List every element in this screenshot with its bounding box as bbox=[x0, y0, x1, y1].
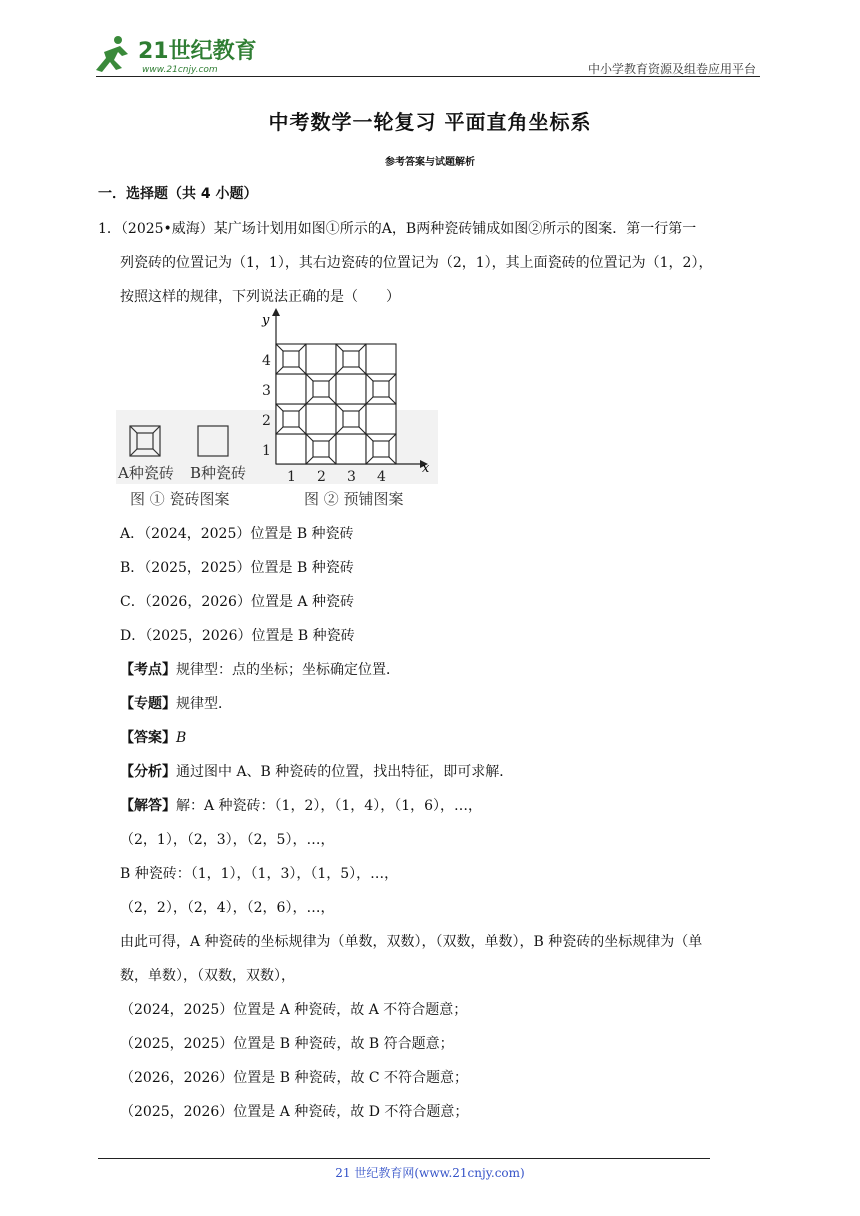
fenxi-text: 通过图中 A、B 种瓷砖的位置，找出特征，即可求解． bbox=[176, 764, 514, 780]
option-c: C．（2026，2026）位置是 A 种瓷砖 bbox=[120, 594, 354, 610]
fenxi-row bbox=[120, 761, 513, 781]
tile-b bbox=[306, 404, 336, 434]
option-d: D．（2025，2026）位置是 B 种瓷砖 bbox=[120, 628, 355, 644]
tile-b bbox=[276, 374, 306, 404]
tile-b bbox=[336, 374, 366, 404]
header-divider bbox=[96, 76, 760, 77]
question-line-1: 1．（2025•威海）某广场计划用如图①所示的A，B两种瓷砖铺成如图②所示的图案．第一行第一 bbox=[98, 221, 697, 237]
x-tick-label: 3 bbox=[347, 469, 356, 485]
x-axis-label: x bbox=[422, 461, 430, 476]
answer-row bbox=[120, 727, 186, 747]
tile-a bbox=[336, 404, 366, 434]
site-logo bbox=[92, 32, 264, 80]
kaodian-text: 规律型：点的坐标；坐标确定位置． bbox=[176, 662, 400, 678]
x-tick-label: 2 bbox=[317, 469, 326, 485]
tile-a bbox=[276, 404, 306, 434]
answer-text: B bbox=[176, 730, 187, 746]
tile-grid bbox=[276, 344, 396, 464]
logo-text: 21世纪教育 bbox=[138, 39, 257, 64]
tile-b bbox=[306, 344, 336, 374]
logo-url-text: www.21cnjy.com bbox=[142, 65, 218, 75]
tile-b-label: B种瓷砖 bbox=[190, 464, 247, 482]
tile-b bbox=[276, 434, 306, 464]
runner-logo-icon bbox=[96, 36, 128, 72]
x-tick-label: 1 bbox=[287, 469, 296, 485]
solution-line: （2，2），（2，4），（2，6），…， bbox=[120, 900, 335, 916]
figure1-caption: 图 ① 瓷砖图案 bbox=[130, 490, 230, 508]
solution-line: （2024，2025）位置是 A 种瓷砖，故 A 不符合题意； bbox=[120, 1002, 468, 1018]
option-b: B．（2025，2025）位置是 B 种瓷砖 bbox=[120, 560, 354, 576]
tile-b bbox=[336, 434, 366, 464]
figure2-caption: 图 ② 预铺图案 bbox=[304, 490, 404, 508]
tile-a bbox=[366, 434, 396, 464]
jieda-tag: 【解答】 bbox=[120, 798, 176, 814]
solution-line: 由此可得，A 种瓷砖的坐标规律为（单数，双数），（双数，单数），B 种瓷砖的坐标规律为（单 bbox=[120, 934, 703, 950]
solution-line: （2025，2025）位置是 B 种瓷砖，故 B 符合题意； bbox=[120, 1036, 454, 1052]
y-tick-label: 2 bbox=[262, 413, 271, 429]
y-tick-label: 4 bbox=[262, 353, 271, 369]
footer-text: 21 世纪教育网(www.21cnjy.com) bbox=[335, 1166, 525, 1180]
question-line-3: 按照这样的规律，下列说法正确的是（ ） bbox=[120, 289, 400, 305]
zhuanti-row bbox=[120, 693, 232, 713]
y-tick-label: 1 bbox=[262, 443, 271, 459]
jieda-row bbox=[120, 795, 482, 815]
page-title: 中考数学一轮复习 平面直角坐标系 bbox=[268, 110, 592, 134]
solution-line: （2026，2026）位置是 B 种瓷砖，故 C 不符合题意； bbox=[120, 1070, 469, 1086]
zhuanti-text: 规律型． bbox=[176, 696, 232, 712]
tile-b bbox=[366, 404, 396, 434]
y-axis-label: y bbox=[262, 313, 270, 328]
solution-line: （2025，2026）位置是 A 种瓷砖，故 D 不符合题意； bbox=[120, 1104, 469, 1120]
solution-line: 数，单数），（双数，双数）， bbox=[120, 968, 295, 984]
kaodian-row bbox=[120, 659, 400, 679]
answer-tag: 【答案】 bbox=[120, 730, 176, 746]
zhuanti-tag: 【专题】 bbox=[120, 696, 176, 712]
section-heading: 一．选择题（共 4 小题） bbox=[98, 186, 258, 202]
tile-a bbox=[306, 434, 336, 464]
x-tick-label: 4 bbox=[377, 469, 386, 485]
kaodian-tag: 【考点】 bbox=[120, 662, 176, 678]
header-platform-text: 中小学教育资源及组卷应用平台 bbox=[587, 62, 756, 76]
tile-a-label: A种瓷砖 bbox=[118, 464, 174, 482]
tile-a bbox=[366, 374, 396, 404]
option-a: A．（2024，2025）位置是 B 种瓷砖 bbox=[120, 526, 354, 542]
footer-divider bbox=[98, 1158, 710, 1159]
tile-b bbox=[366, 344, 396, 374]
jieda-text: 解：A 种瓷砖：（1，2），（1，4），（1，6），…， bbox=[176, 798, 483, 814]
tile-a bbox=[276, 344, 306, 374]
page-subtitle: 参考答案与试题解析 bbox=[385, 157, 475, 168]
tile-a bbox=[306, 374, 336, 404]
y-tick-labels bbox=[262, 353, 271, 459]
question-line-2: 列瓷砖的位置记为（1，1），其右边瓷砖的位置记为（2，1），其上面瓷砖的位置记为（1，2）， bbox=[120, 255, 713, 271]
y-tick-label: 3 bbox=[262, 383, 271, 399]
fenxi-tag: 【分析】 bbox=[120, 764, 176, 780]
solution-line: B 种瓷砖：（1，1），（1，3），（1，5），…， bbox=[120, 866, 399, 882]
tile-a bbox=[336, 344, 366, 374]
tile-figure bbox=[112, 306, 442, 518]
solution-line: （2，1），（2，3），（2，5），…， bbox=[120, 832, 335, 848]
